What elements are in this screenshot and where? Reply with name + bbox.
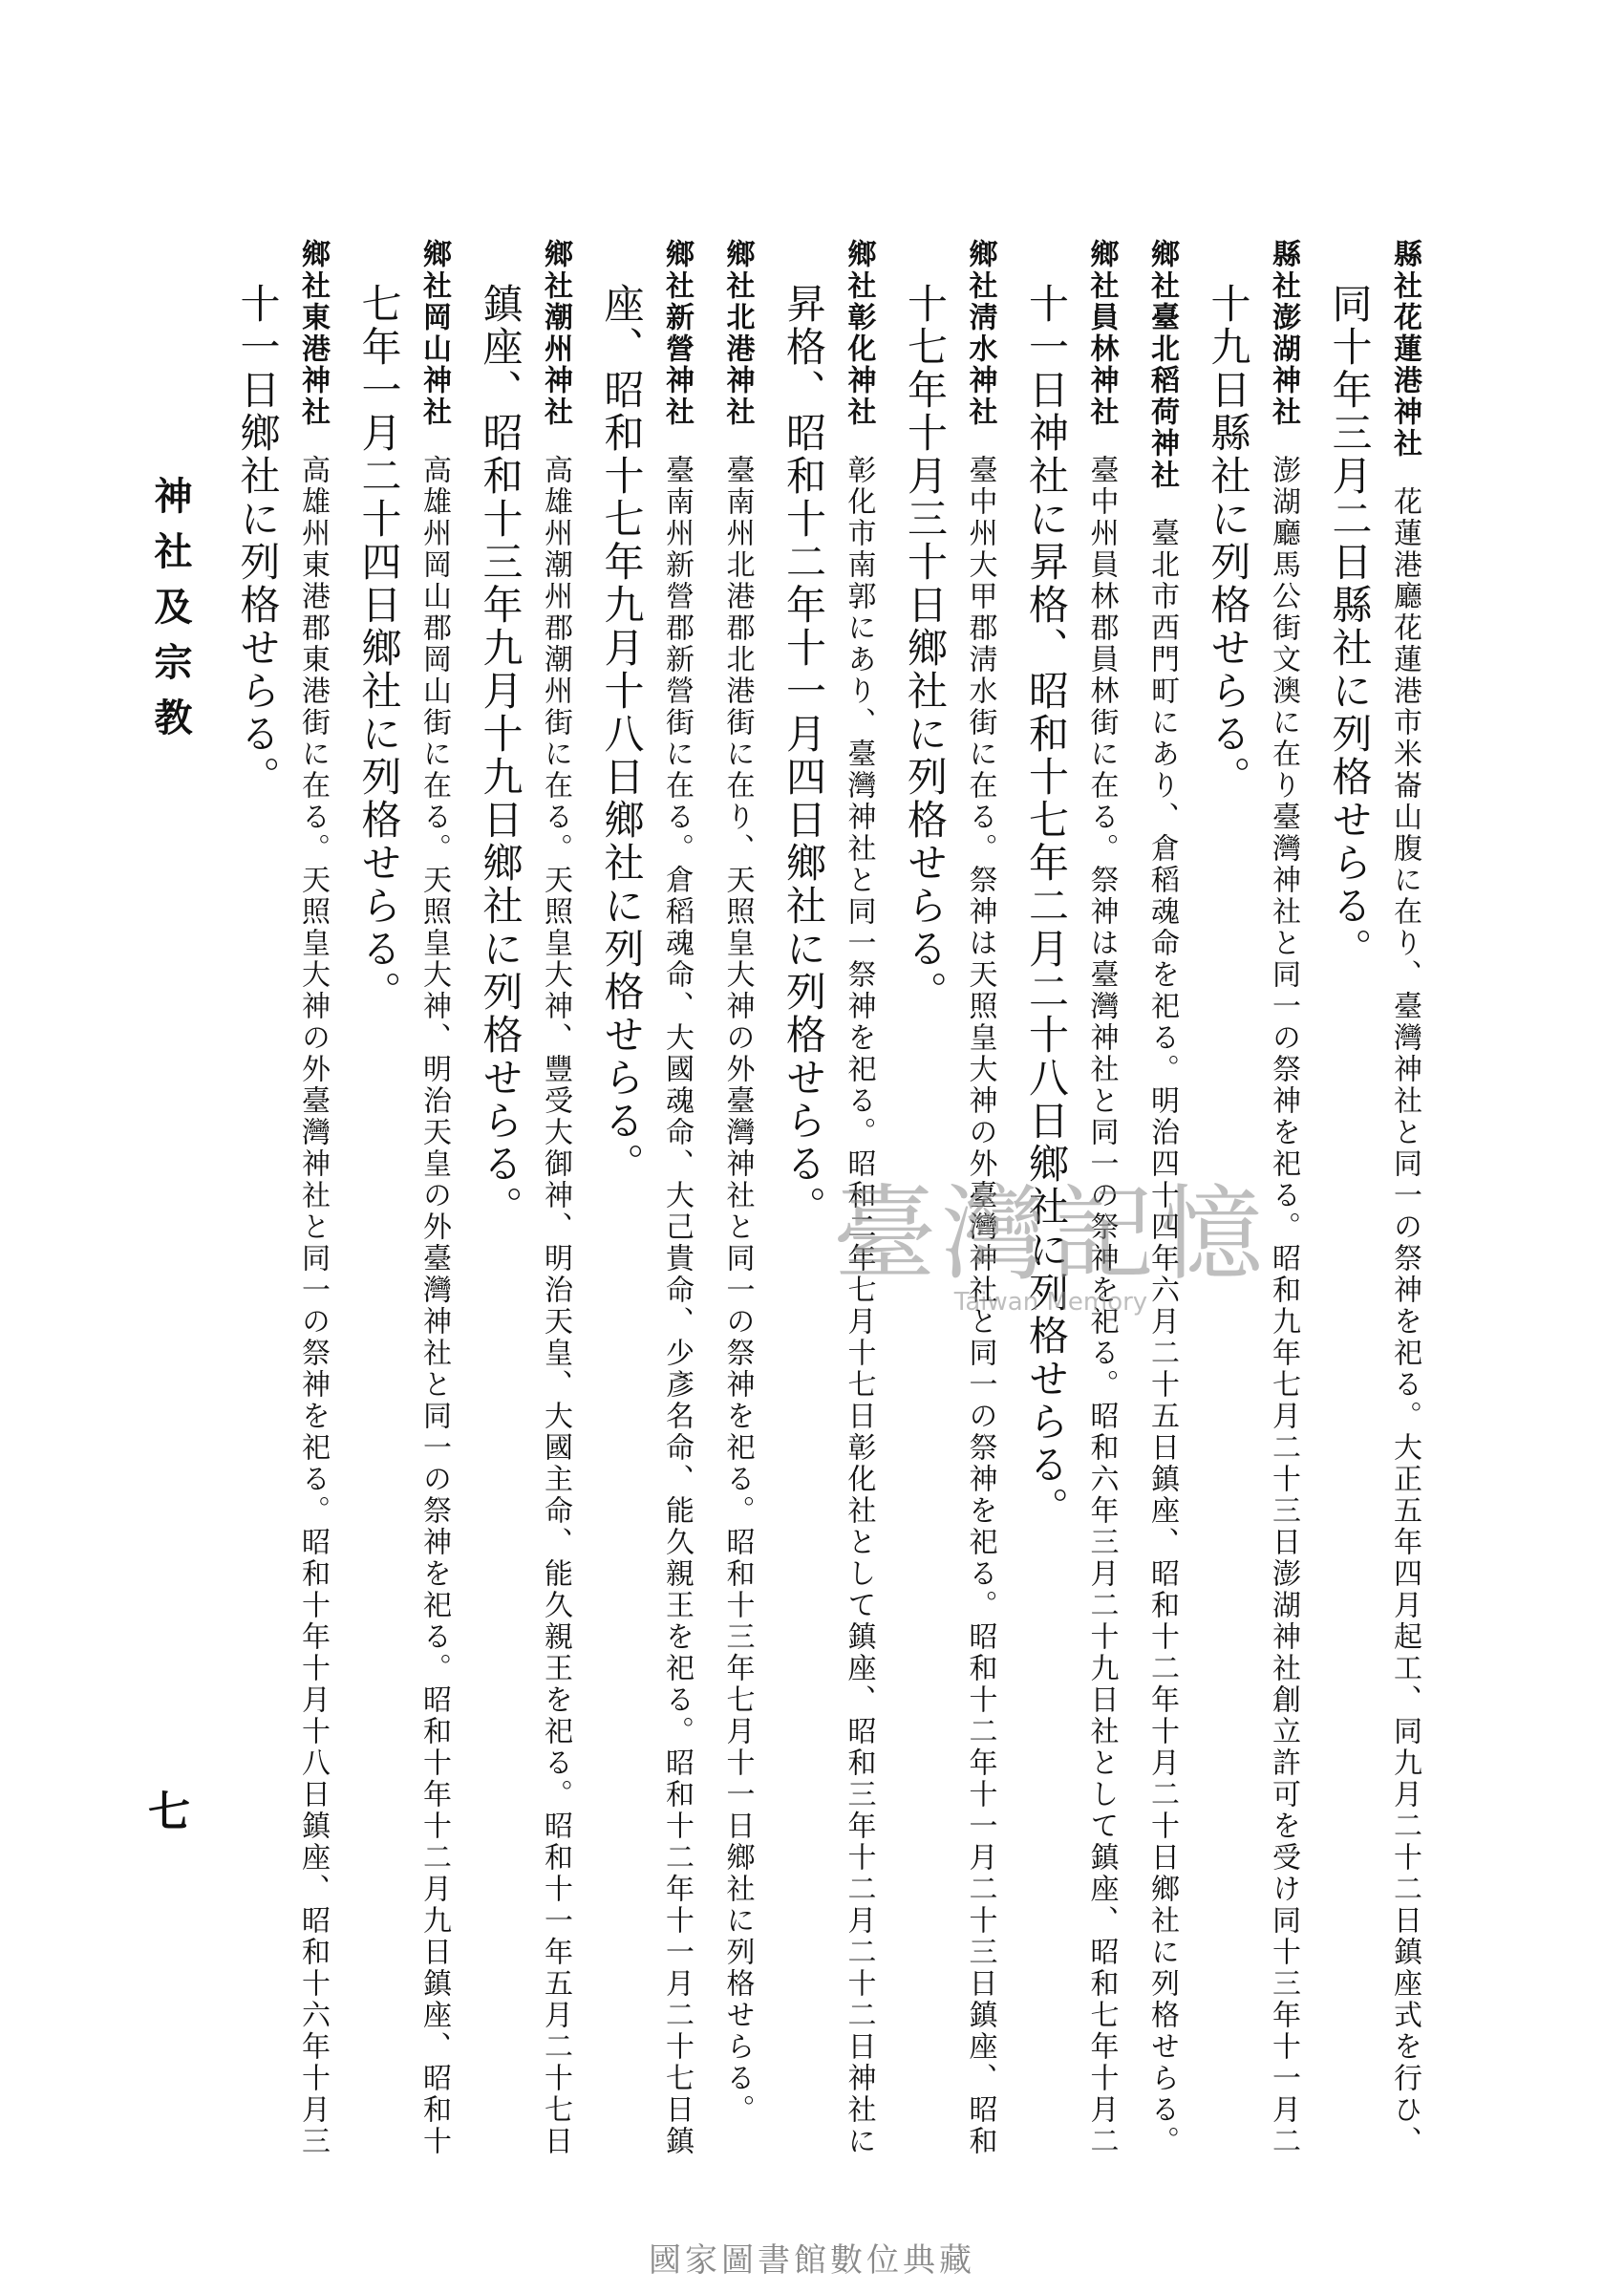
text-column [296,239,330,2157]
column-text: 高雄州岡山郡岡山街に在る。天照皇大神、明治天皇の外臺灣神社と同一の祭神を祀る。昭和十年十二月九日鎮座、昭和十 [417,455,451,2157]
column-text: 高雄州東港郡東港街に在る。天照皇大神の外臺灣神社と同一の祭神を祀る。昭和十年十月十八日鎮座、昭和十六年十月三 [296,455,330,2157]
running-header: 神社及宗教 [148,476,193,753]
watermark-main: 臺灣記憶 [832,1175,1269,1295]
column-text: 座、昭和十七年九月十八日鄉社に列格せらる。 [598,283,646,1186]
shrine-heading: 縣社花蓮港神社 [1388,239,1421,460]
column-text: 七年一月二十四日鄉社に列格せらる。 [355,283,403,1014]
footer: 國家圖書館數位典藏 [649,2241,975,2280]
shrine-heading: 鄉社新營神社 [660,239,694,428]
column-text: 臺南州北港郡北港街に在り、天照皇大神の外臺灣神社と同一の祭神を祀る。昭和十三年七月十一日鄉社に列格せらる。 [720,455,755,2126]
text-column [780,239,827,1229]
text-column [477,239,524,1229]
shrine-heading: 縣社澎湖神社 [1267,239,1300,428]
column-text: 臺南州新營郡新營街に在る。倉稻魂命、大國魂命、大己貴命、少彥名命、能久親王を祀る。昭和十二年十一月二十七日鎮 [660,455,694,2157]
shrine-heading: 鄉社彰化神社 [842,239,876,428]
text-column [234,239,282,799]
column-text: 臺北市西門町にあり、倉稻魂命を祀る。明治四十四年六月二十五日鎮座、昭和十二年十月二十日鄉社に列格せらる。 [1145,518,1179,2157]
text-column [660,239,694,2157]
shrine-heading: 鄉社臺北稻荷神社 [1145,239,1179,491]
column-text: 昇格、昭和十二年十一月四日鄉社に列格せらる。 [780,283,827,1229]
shrine-heading: 鄉社員林神社 [1084,239,1119,428]
column-text: 十七年十月三十日鄉社に列格せらる。 [902,283,949,1014]
column-text: 十九日縣社に列格せらる。 [1205,283,1252,799]
watermark [793,1151,1309,1317]
page-number: 七 [148,1788,190,1836]
column-text: 臺中州大甲郡淸水街に在る。祭神は天照皇大神の外臺灣神社と同一の祭神を祀る。昭和十二年十一月二十三日鎮座、昭和 [963,455,997,2157]
text-column [355,239,403,1014]
text-column [1390,239,1419,2157]
text-column [1326,239,1374,971]
shrine-heading: 鄉社北港神社 [720,239,755,428]
text-column [720,239,755,2126]
column-text: 鎮座、昭和十三年九月十九日鄉社に列格せらる。 [477,283,524,1229]
text-column [902,239,949,1014]
column-text: 同十年三月二日縣社に列格せらる。 [1326,283,1374,971]
column-text: 臺中州員林郡員林街に在る。祭神は臺灣神社と同一の祭神を祀る。昭和六年三月二十九日社として鎮座、昭和七年十月二 [1084,455,1119,2157]
shrine-heading: 鄉社潮州神社 [539,239,572,428]
text-column [1023,239,1070,1530]
column-text: 十一日神社に昇格、昭和十七年二月二十八日鄉社に列格せらる。 [1023,283,1070,1530]
column-text: 高雄州潮州郡潮州街に在る。天照皇大神、豐受大御神、明治天皇、大國主命、能久親王を祀る。昭和十一年五月二十七日 [539,455,572,2157]
shrine-heading: 鄉社岡山神社 [417,239,451,428]
shrine-heading: 鄉社淸水神社 [963,239,997,428]
column-text: 花蓮港廳花蓮港市米崙山腹に在り、臺灣神社と同一の祭神を祀る。大正五年四月起工、同九月二十二日鎮座式を行ひ、 [1388,486,1421,2157]
column-text: 彰化市南郭にあり、臺灣神社と同一祭神を祀る。昭和二年七月十七日彰化社として鎮座、昭和三年十二月二十二日神社に [842,455,876,2157]
text-column [598,239,646,1186]
shrine-heading: 鄉社東港神社 [296,239,330,428]
text-column [539,239,572,2157]
column-text: 十一日鄉社に列格せらる。 [234,283,282,799]
watermark-sub: Taiwan Memory [953,1288,1148,1317]
text-column [417,239,451,2157]
text-column [1205,239,1252,799]
column-text: 澎湖廳馬公街文澳に在り臺灣神社と同一の祭神を祀る。昭和九年七月二十三日澎湖神社創立許可を受け同十三年十一月二 [1267,455,1300,2157]
